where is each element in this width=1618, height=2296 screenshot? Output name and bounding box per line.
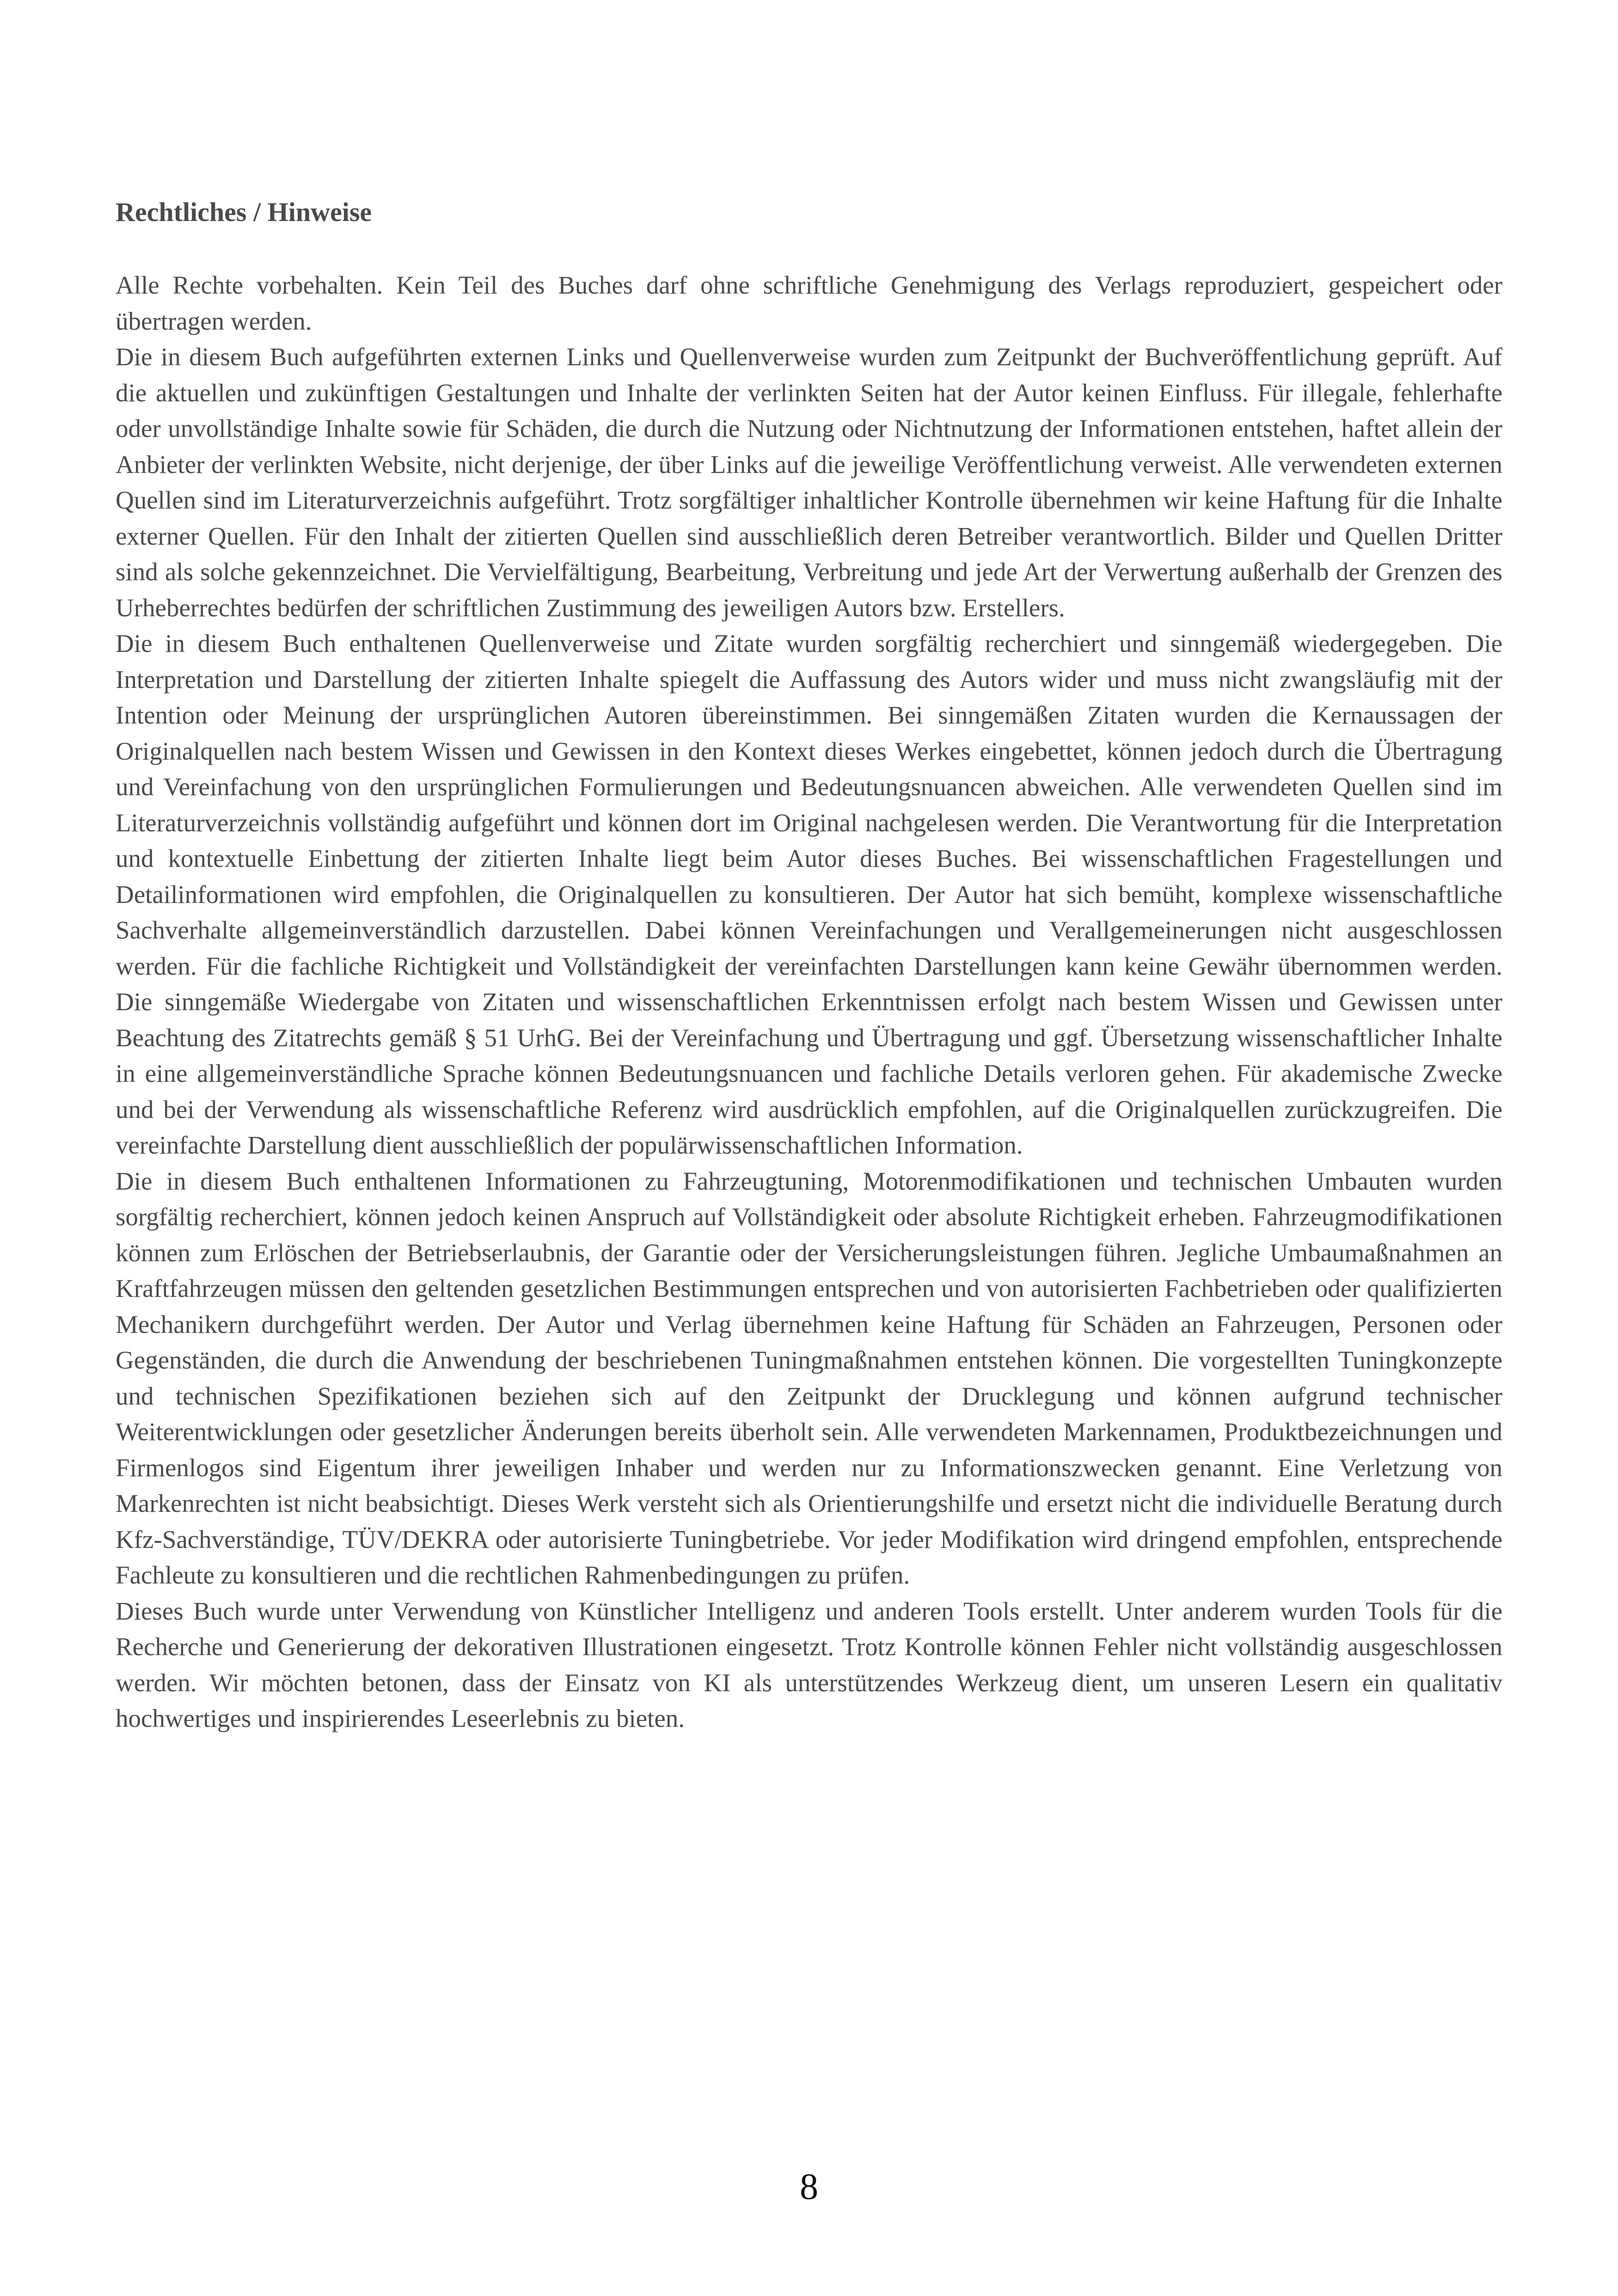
paragraph-ai-usage: Dieses Buch wurde unter Verwendung von Künstlicher Intelligenz und anderen Tools erstellt. Unter anderem wurden Tools für die Recherche und Generierung der dekorativen Illustrationen eingesetzt. Trotz Kontrolle können Fehler nicht vollständig ausgeschlossen werden. Wir möchten betonen, dass der Einsatz von KI als unterstützendes Werkzeug dient, um unseren Lesern ein qualitativ hochwertiges und inspirierendes Leseerlebnis zu bieten. <box>116 1596 1502 1732</box>
paragraph-copyright: Alle Rechte vorbehalten. Kein Teil des Buches darf ohne schriftliche Genehmigung des Verlags reproduziert, gespeichert oder übertragen werden. <box>116 271 1502 335</box>
page-heading: Rechtliches / Hinweise <box>116 197 372 227</box>
page-content <box>116 194 1502 1737</box>
paragraph-external-links: Die in diesem Buch aufgeführten externen Links und Quellenverweise wurden zum Zeitpunkt der Buchveröffentlichung geprüft. Auf die aktuellen und zukünftigen Gestaltungen und Inhalte der verlinkten Seiten hat der Autor keinen Einfluss. Für illegale, fehlerhafte oder unvollständige Inhalte sowie für Schäden, die durch die Nutzung oder Nichtnutzung der Informationen entstehen, haftet allein der Anbieter der verlinkten Website, nicht derjenige, der über Links auf die jeweilige Veröffentlichung verweist. Alle verwendeten externen Quellen sind im Literaturverzeichnis aufgeführt. Trotz sorgfältiger inhaltlicher Kontrolle übernehmen wir keine Haftung für die Inhalte externer Quellen. Für den Inhalt der zitierten Quellen sind ausschließlich deren Betreiber verantwortlich. Bilder und Quellen Dritter sind als solche gekennzeichnet. Die Vervielfältigung, Bearbeitung, Verbreitung und jede Art der Verwertung außerhalb der Grenzen des Urheberrechtes bedürfen der schriftlichen Zustimmung des jeweiligen Autors bzw. Erstellers. <box>116 343 1502 622</box>
paragraph-citations: Die in diesem Buch enthaltenen Quellenverweise und Zitate wurden sorgfältig recherchiert und sinngemäß wiedergegeben. Die Interpretation und Darstellung der zitierten Inhalte spiegelt die Auffassung des Autors wider und muss nicht zwangsläufig mit der Intention oder Meinung der ursprünglichen Autoren übereinstimmen. Bei sinngemäßen Zitaten wurden die Kernaussagen der Originalquellen nach bestem Wissen und Gewissen in den Kontext dieses Werkes eingebettet, können jedoch durch die Übertragung und Vereinfachung von den ursprünglichen Formulierungen und Bedeutungsnuancen abweichen. Alle verwendeten Quellen sind im Literaturverzeichnis vollständig aufgeführt und können dort im Original nachgelesen werden. Die Verantwortung für die Interpretation und kontextuelle Einbettung der zitierten Inhalte liegt beim Autor dieses Buches. Bei wissenschaftlichen Fragestellungen und Detailinformationen wird empfohlen, die Originalquellen zu konsultieren. Der Autor hat sich bemüht, komplexe wissenschaftliche Sachverhalte allgemeinverständlich darzustellen. Dabei können Vereinfachungen und Verallgemeinerungen nicht ausgeschlossen werden. Für die fachliche Richtigkeit und Vollständigkeit der vereinfachten Darstellungen kann keine Gewähr übernommen werden. Die sinngemäße Wiedergabe von Zitaten und wissenschaftlichen Erkenntnissen erfolgt nach bestem Wissen und Gewissen unter Beachtung des Zitatrechts gemäß § 51 UrhG. Bei der Vereinfachung und Übertragung und ggf. Übersetzung wissenschaftlicher Inhalte in eine allgemeinverständliche Sprache können Bedeutungsnuancen und fachliche Details verloren gehen. Für akademische Zwecke und bei der Verwendung als wissenschaftliche Referenz wird ausdrücklich empfohlen, auf die Originalquellen zurückzugreifen. Die vereinfachte Darstellung dient ausschließlich der populärwissenschaftlichen Information. <box>116 629 1502 1159</box>
page-number: 8 <box>800 2167 818 2207</box>
paragraph-vehicle-tuning: Die in diesem Buch enthaltenen Informationen zu Fahrzeugtuning, Motorenmodifikationen und technischen Umbauten wurden sorgfältig recherchiert, können jedoch keinen Anspruch auf Vollständigkeit oder absolute Richtigkeit erheben. Fahrzeugmodifikationen können zum Erlöschen der Betriebserlaubnis, der Garantie oder der Versicherungsleistungen führen. Jegliche Umbaumaßnahmen an Kraftfahrzeugen müssen den geltenden gesetzlichen Bestimmungen entsprechen und von autorisierten Fachbetrieben oder qualifizierten Mechanikern durchgeführt werden. Der Autor und Verlag übernehmen keine Haftung für Schäden an Fahrzeugen, Personen oder Gegenständen, die durch die Anwendung der beschriebenen Tuningmaßnahmen entstehen können. Die vorgestellten Tuningkonzepte und technischen Spezifikationen beziehen sich auf den Zeitpunkt der Drucklegung und können aufgrund technischer Weiterentwicklungen oder gesetzlicher Änderungen bereits überholt sein. Alle verwendeten Markennamen, Produktbezeichnungen und Firmenlogos sind Eigentum ihrer jeweiligen Inhaber und werden nur zu Informationszwecken genannt. Eine Verletzung von Markenrechten ist nicht beabsichtigt. Dieses Werk versteht sich als Orientierungshilfe und ersetzt nicht die individuelle Beratung durch Kfz-Sachverständige, TÜV/DEKRA oder autorisierte Tuningbetriebe. Vor jeder Modifikation wird dringend empfohlen, entsprechende Fachleute zu konsultieren und die rechtlichen Rahmenbedingungen zu prüfen. <box>116 1166 1502 1589</box>
